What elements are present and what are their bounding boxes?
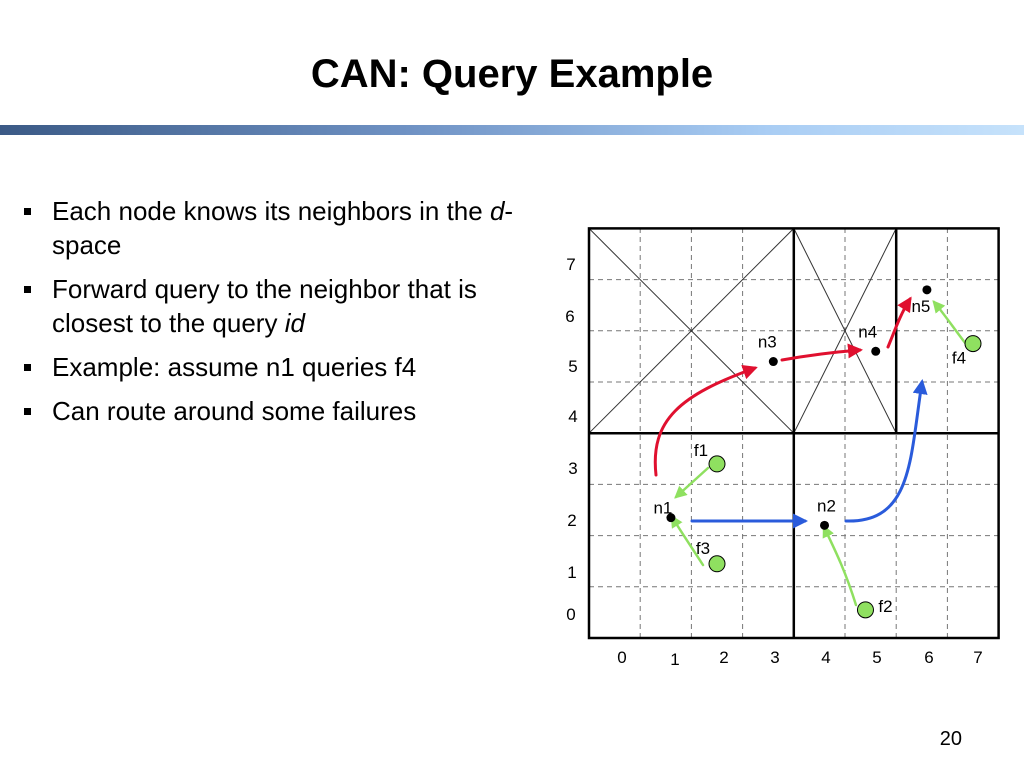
file-label: f3 bbox=[695, 538, 711, 558]
y-tick-label: 0 bbox=[566, 605, 576, 624]
x-tick-label: 2 bbox=[719, 648, 729, 667]
node-label: n2 bbox=[817, 496, 836, 516]
bullet-text-italic: id bbox=[284, 308, 305, 338]
y-tick-label: 7 bbox=[566, 255, 576, 274]
y-tick-label: 4 bbox=[568, 407, 578, 426]
file-point bbox=[709, 456, 725, 472]
bullet-text: Can route around some failures bbox=[52, 396, 417, 426]
bullet-text: Each node knows its neighbors in the bbox=[52, 196, 490, 226]
file-point bbox=[709, 556, 725, 572]
node-label: n4 bbox=[858, 322, 878, 342]
node-label: n3 bbox=[757, 332, 777, 352]
node-point bbox=[820, 521, 829, 530]
x-tick-label: 7 bbox=[973, 648, 983, 667]
node-point bbox=[922, 285, 931, 294]
x-tick-label: 0 bbox=[617, 648, 627, 667]
file-label: f1 bbox=[693, 440, 709, 460]
y-tick-label: 3 bbox=[568, 459, 578, 478]
route-around-arrow bbox=[846, 382, 922, 521]
node-point bbox=[769, 357, 778, 366]
x-tick-label: 1 bbox=[670, 650, 680, 669]
query-path-arrow bbox=[888, 299, 910, 347]
y-tick-label: 1 bbox=[567, 563, 577, 582]
bullet-text: -space bbox=[52, 196, 514, 260]
file-point bbox=[965, 336, 981, 352]
y-tick-label: 6 bbox=[565, 307, 575, 326]
file-label: f2 bbox=[878, 596, 893, 616]
bullet-text: Example: assume n1 queries f4 bbox=[52, 352, 417, 382]
node-label: n5 bbox=[911, 296, 931, 316]
file-label: f4 bbox=[951, 348, 967, 368]
y-tick-label: 5 bbox=[568, 357, 578, 376]
x-tick-label: 5 bbox=[872, 648, 882, 667]
bullet-text: Forward query to the neighbor that is closest to the query bbox=[52, 274, 477, 338]
x-tick-label: 6 bbox=[924, 648, 934, 667]
x-tick-label: 3 bbox=[770, 648, 780, 667]
x-tick-label: 4 bbox=[821, 648, 831, 667]
file-mapping-arrow bbox=[676, 468, 708, 497]
page-number: 20 bbox=[939, 728, 962, 750]
file-mapping-arrow bbox=[934, 302, 966, 344]
y-tick-label: 2 bbox=[567, 511, 577, 530]
file-mapping-arrow bbox=[824, 527, 856, 605]
node-label: n1 bbox=[653, 498, 673, 518]
node-point bbox=[871, 347, 880, 356]
file-point bbox=[857, 602, 873, 618]
slide-title: CAN: Query Example bbox=[310, 52, 714, 96]
bullet-text-italic: d bbox=[489, 196, 505, 226]
